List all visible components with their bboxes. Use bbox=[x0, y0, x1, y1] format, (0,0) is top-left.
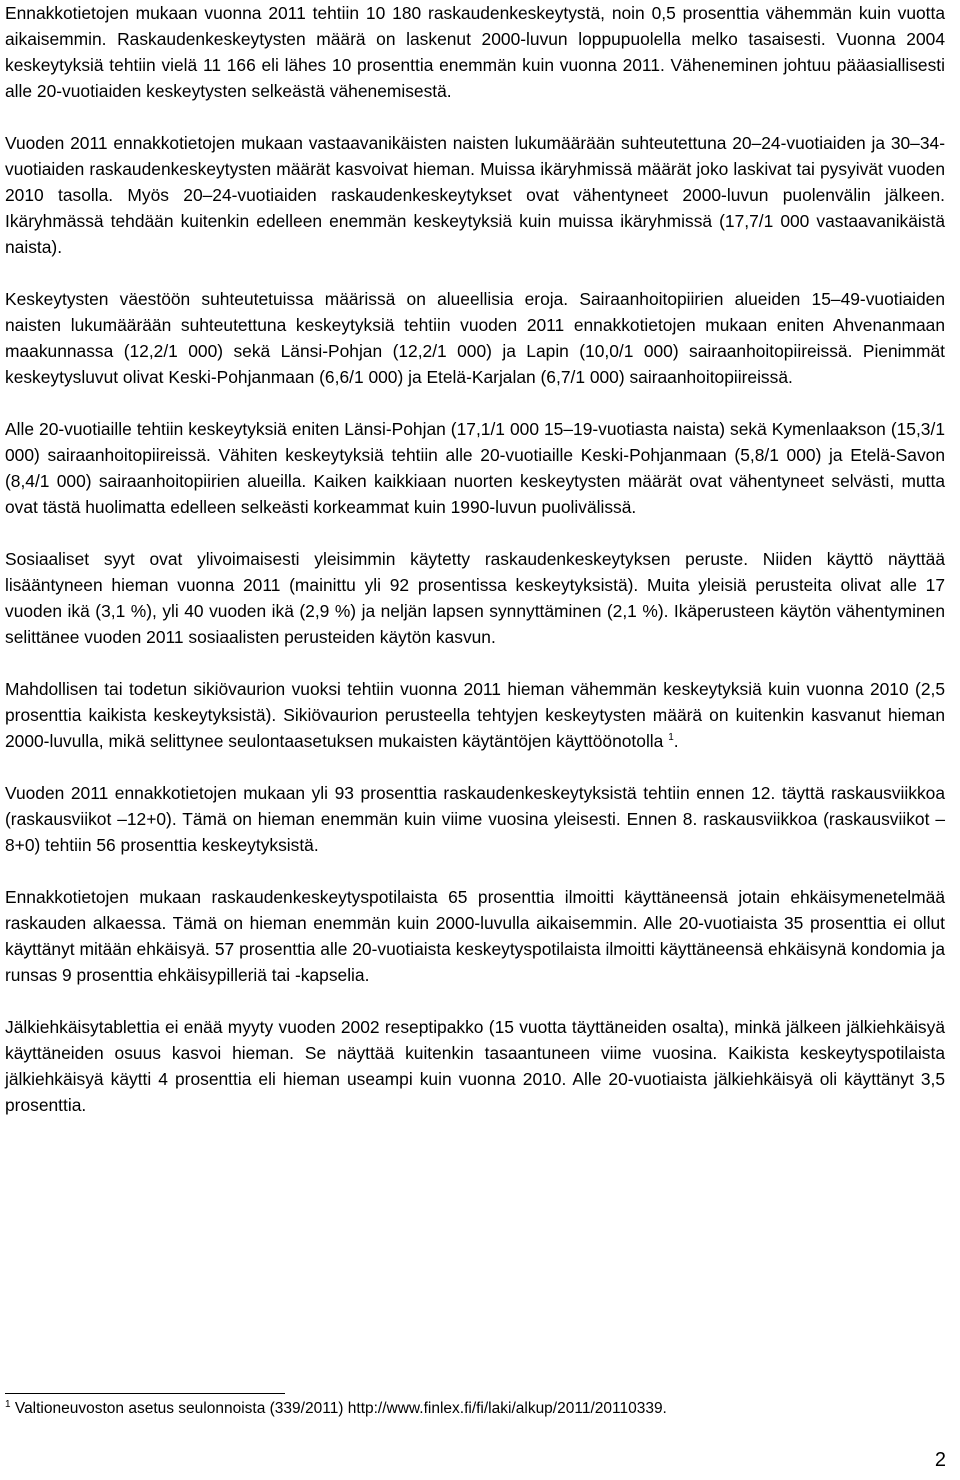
footnote-marker: 1 bbox=[5, 1398, 11, 1410]
footnote-divider bbox=[5, 1393, 285, 1394]
footnote bbox=[5, 1399, 667, 1419]
paragraph-pregnancy-weeks: Vuoden 2011 ennakkotietojen mukaan yli 93 prosenttia raskaudenkeskeytyksistä tehtiin ennen 12. täyttä raskausviikkoa (raskausviikot –12+0). Tämä on hieman enemmän kuin viime vuosina yleisesti. Ennen 8. raskausviikkoa (raskausviikot –8+0) tehtiin 56 prosenttia keskeytyksistä. bbox=[5, 783, 945, 855]
paragraph-end-period: . bbox=[673, 731, 679, 751]
document-body bbox=[5, 0, 945, 1118]
footnote-text: Valtioneuvoston asetus seulonnoista (339/2011) http://www.finlex.fi/fi/laki/alkup/2011/20110339. bbox=[14, 1400, 667, 1417]
paragraph-fetal-damage-text: Mahdollisen tai todetun sikiövaurion vuoksi tehtiin vuonna 2011 hieman vähemmän keskeytyksiä kuin vuonna 2010 (2,5 prosenttia kaikista keskeytyksistä). Sikiövaurion perusteella tehtyjen keskeytysten määrä on kuitenkin kasvanut hieman 2000-luvulla, mikä selittynee seulontaasetuksen mukaisten käytäntöjen käyttöönotolla bbox=[5, 679, 945, 751]
paragraph-age-groups: Vuoden 2011 ennakkotietojen mukaan vastaavanikäisten naisten lukumäärään suhteutettuna 20–24-vuotiaiden ja 30–34-vuotiaiden raskaudenkeskeytysten määrät kasvoivat hieman. Muissa ikäryhmissä määrät joko laskivat tai pysyivät vuoden 2010 tasolla. Myös 20–24-vuotiaiden raskaudenkeskeytykset ovat vähentyneet 2000-luvun puolenvälin jälkeen. Ikäryhmässä tehdään kuitenkin edelleen enemmän keskeytyksiä kuin muissa ikäryhmissä (17,7/1 000 vastaavanikäistä naista). bbox=[5, 133, 945, 257]
paragraph-regional-differences: Keskeytysten väestöön suhteutetuissa määrissä on alueellisia eroja. Sairaanhoitopiirien alueiden 15–49-vuotiaiden naisten lukumäärään suhteutettuna keskeytyksiä tehtiin vuoden 2011 ennakkotietojen mukaan eniten Ahvenanmaan maakunnassa (12,2/1 000) sekä Länsi-Pohjan (12,2/1 000) ja Lapin (10,0/1 000) sairaanhoitopiireissä. Pienimmät keskeytysluvut olivat Keski-Pohjanmaan (6,6/1 000) ja Etelä-Karjalan (6,7/1 000) sairaanhoitopiireissä. bbox=[5, 289, 945, 387]
footnote-reference: 1 bbox=[668, 732, 674, 744]
paragraph-emergency-contraception: Jälkiehkäisytablettia ei enää myyty vuoden 2002 reseptipakko (15 vuotta täyttäneiden osalta), minkä jälkeen jälkiehkäisyä käyttäneiden osuus kasvoi hieman. Se näyttää kuitenkin tasaantuneen viime vuosina. Kaikista keskeytyspotilaista jälkiehkäisyä käytti 4 prosenttia eli hieman useampi kuin vuonna 2010. Alle 20-vuotiaista jälkiehkäisyä oli käyttänyt 3,5 prosenttia. bbox=[5, 1017, 945, 1115]
paragraph-under-20: Alle 20-vuotiaille tehtiin keskeytyksiä eniten Länsi-Pohjan (17,1/1 000 15–19-vuotiasta naista) sekä Kymenlaakson (15,3/1 000) sairaanhoitopiireissä. Vähiten keskeytyksiä tehtiin alle 20-vuotiaille Keski-Pohjanmaan (5,8/1 000) ja Etelä-Savon (8,4/1 000) sairaanhoitopiirien alueilla. Kaiken kaikkiaan nuorten keskeytysten määrät ovat vähentyneet selvästi, mutta ovat tästä huolimatta edelleen selkeästi korkeammat kuin 1990-luvun puolivälissä. bbox=[5, 419, 945, 517]
paragraph-abortion-totals: Ennakkotietojen mukaan vuonna 2011 tehtiin 10 180 raskaudenkeskeytystä, noin 0,5 prosenttia vähemmän kuin vuotta aikaisemmin. Raskaudenkeskeytysten määrä on laskenut 2000-luvun loppupuolella melko tasaisesti. Vuonna 2004 keskeytyksiä tehtiin vielä 11 166 eli lähes 10 prosenttia enemmän kuin vuonna 2011. Väheneminen johtuu pääasiallisesti alle 20-vuotiaiden keskeytysten selkeästä vähenemisestä. bbox=[5, 3, 945, 101]
paragraph-fetal-damage bbox=[5, 676, 945, 754]
paragraph-contraception: Ennakkotietojen mukaan raskaudenkeskeytyspotilaista 65 prosenttia ilmoitti käyttäneensä jotain ehkäisymenetelmää raskauden alkaessa. Tämä on hieman enemmän kuin 2000-luvulla aikaisemmin. Alle 20-vuotiaista 35 prosenttia ei ollut käyttänyt mitään ehkäisyä. 57 prosenttia alle 20-vuotiaista keskeytyspotilaista ilmoitti käyttäneensä ehkäisynä kondomia ja runsas 9 prosenttia ehkäisypilleriä tai -kapselia. bbox=[5, 887, 945, 985]
page-number: 2 bbox=[934, 1449, 946, 1471]
paragraph-grounds: Sosiaaliset syyt ovat ylivoimaisesti yleisimmin käytetty raskaudenkeskeytyksen peruste. Niiden käyttö näyttää lisääntyneen hieman vuonna 2011 (mainittu yli 92 prosentissa keskeytyksistä). Muita yleisiä perusteita olivat alle 17 vuoden ikä (3,1 %), yli 40 vuoden ikä (2,9 %) ja neljän lapsen synnyttäminen (2,1 %). Ikäperusteen käytön vähentyminen selittänee vuoden 2011 sosiaalisten perusteiden käytön kasvun. bbox=[5, 549, 945, 647]
